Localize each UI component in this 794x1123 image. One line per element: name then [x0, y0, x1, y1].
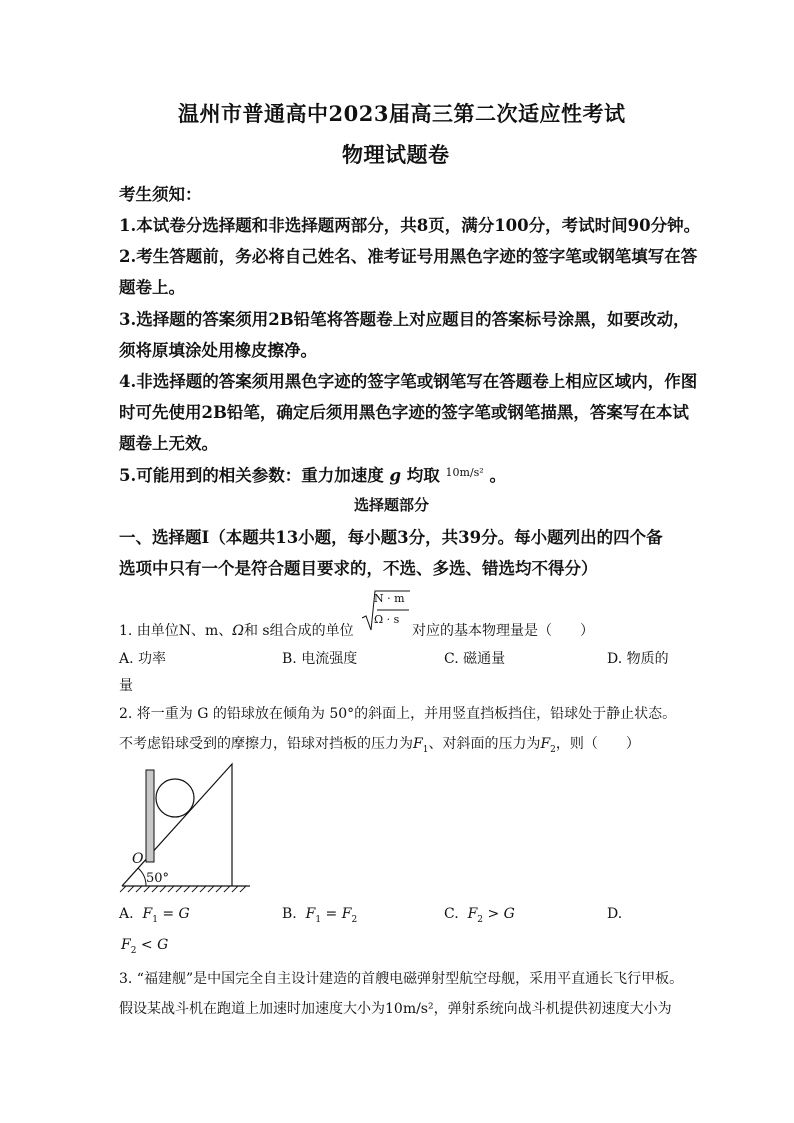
notice-item-5-end: 。 [489, 466, 506, 485]
notice-item-2-line-2: 题卷上。 [119, 278, 185, 297]
q2-option-c-rest: > G [483, 906, 515, 922]
q1-stem [119, 620, 354, 640]
f1-subscript: 1 [422, 744, 429, 755]
q2-option-b-sub2: 2 [351, 914, 358, 925]
gravity-symbol: g [389, 466, 402, 485]
q2-option-a-label: A. [119, 906, 134, 922]
q2-option-c-label: C. [444, 906, 459, 922]
q1-option-a: A. 功率 [119, 651, 167, 667]
sqrt-numerator: N · m [374, 592, 405, 605]
notice-item-5-mid: 均取 [406, 466, 440, 485]
notice-item-5 [119, 462, 506, 486]
notice-item-4-line-2: 时可先使用2B铅笔，确定后须用黑色字迹的签字笔或钢笔描黑，答案写在本试 [119, 403, 689, 422]
q3-stem-line-1: 3. “福建舰”是中国完全自主设计建造的首艘电磁弹射型航空母舰，采用平直通长飞行甲板。 [119, 971, 684, 987]
q1-option-b: B. 电流强度 [282, 651, 358, 667]
notice-item-4-line-3: 题卷上无效。 [119, 434, 218, 453]
q1-option-c: C. 磁通量 [444, 651, 506, 667]
q3-stem-line-2: 假设某战斗机在跑道上加速时加速度大小为10m/s²，弹射系统向战斗机提供初速度大小为 [119, 1001, 672, 1017]
notice-item-3-line-2: 须将原填涂处用橡皮擦净。 [119, 341, 317, 360]
part1-instruction-line-1: 一、选择题Ⅰ（本题共13小题，每小题3分，共39分。每小题列出的四个备 [119, 528, 663, 547]
q2-option-b [282, 906, 357, 925]
notice-item-2-line-1: 2.考生答题前，务必将自己姓名、准考证号用黑色字迹的签字笔或钢笔填写在答 [119, 247, 698, 266]
q2-stem-line-2-mid: 、对斜面的压力为 [428, 736, 541, 752]
ground-hatch [120, 886, 246, 892]
q2-option-b-label: B. [282, 906, 297, 922]
omega-symbol: Ω [232, 623, 244, 639]
q2-stem-line-2-pre: 不考虑铅球受到的摩擦力，铅球对挡板的压力为 [119, 736, 413, 752]
q2-option-d-sub: 2 [130, 945, 137, 956]
q2-option-d [121, 937, 168, 956]
lead-ball [156, 779, 194, 817]
q1-option-d-wrap: 量 [119, 678, 133, 694]
angle-label: 50° [146, 871, 170, 886]
q2-stem-line-2 [119, 733, 640, 755]
q2-incline-figure [118, 758, 258, 898]
point-o-label: O [132, 851, 144, 867]
f2-subscript: 2 [550, 744, 556, 755]
notice-item-4-line-1: 4.非选择题的答案须用黑色字迹的签字笔或钢笔写在答题卷上相应区域内，作图 [119, 372, 698, 391]
angle-arc [138, 868, 146, 886]
q2-option-d-label: D. [607, 906, 623, 922]
notice-item-3-line-1: 3.选择题的答案须用2B铅笔将答题卷上对应题目的答案标号涂黑，如要改动， [119, 310, 690, 329]
q2-option-a-f: F [142, 906, 153, 922]
part1-instruction-line-2: 选项中只有一个是符合题目要求的，不选、多选、错选均不得分） [119, 559, 598, 578]
q1-option-d: D. 物质的 [607, 651, 669, 667]
q1-stem-pre: 1. 由单位N、m、 [119, 623, 233, 639]
q2-stem-line-1: 2. 将一重为 G 的铅球放在倾角为 50°的斜面上，并用竖直挡板挡住，铅球处于静止状态。 [119, 706, 677, 722]
section-title: 选择题部分 [354, 496, 430, 514]
notice-item-1: 1.本试卷分选择题和非选择题两部分，共8页，满分100分，考试时间90分钟。 [119, 216, 701, 235]
sqrt-denominator: Ω · s [374, 613, 400, 626]
notice-item-5-text: 5.可能用到的相关参数：重力加速度 [119, 466, 384, 485]
q2-option-d-rest: < G [136, 937, 169, 953]
exam-title: 温州市普通高中2023届高三第二次适应性考试 [178, 101, 626, 126]
baffle-board [146, 770, 154, 862]
notice-heading: 考生须知： [119, 185, 202, 204]
q1-stem-mid: 和 s组合成的单位 [243, 623, 354, 639]
q2-option-b-f1: F [305, 906, 316, 922]
q2-option-c-f: F [467, 906, 478, 922]
q2-option-b-sub1: 1 [315, 914, 322, 925]
q2-option-a-sub: 1 [152, 914, 158, 925]
q2-stem-line-2-end: ，则（ ） [555, 736, 640, 752]
gravity-value: 10m/s² [445, 466, 484, 479]
q2-option-a-rest: = G [157, 906, 190, 922]
exam-subtitle: 物理试题卷 [342, 142, 450, 167]
q2-option-c [444, 906, 515, 925]
q2-option-c-sub: 2 [477, 914, 484, 925]
q1-stem-end: 对应的基本物理量是（ ） [412, 623, 594, 639]
q2-option-b-rest: = F [321, 906, 352, 922]
incline [122, 764, 232, 886]
q2-option-d-f: F [121, 937, 131, 953]
f2-symbol: F [540, 736, 551, 752]
f1-symbol: F [413, 736, 423, 752]
q2-option-a [119, 906, 190, 925]
